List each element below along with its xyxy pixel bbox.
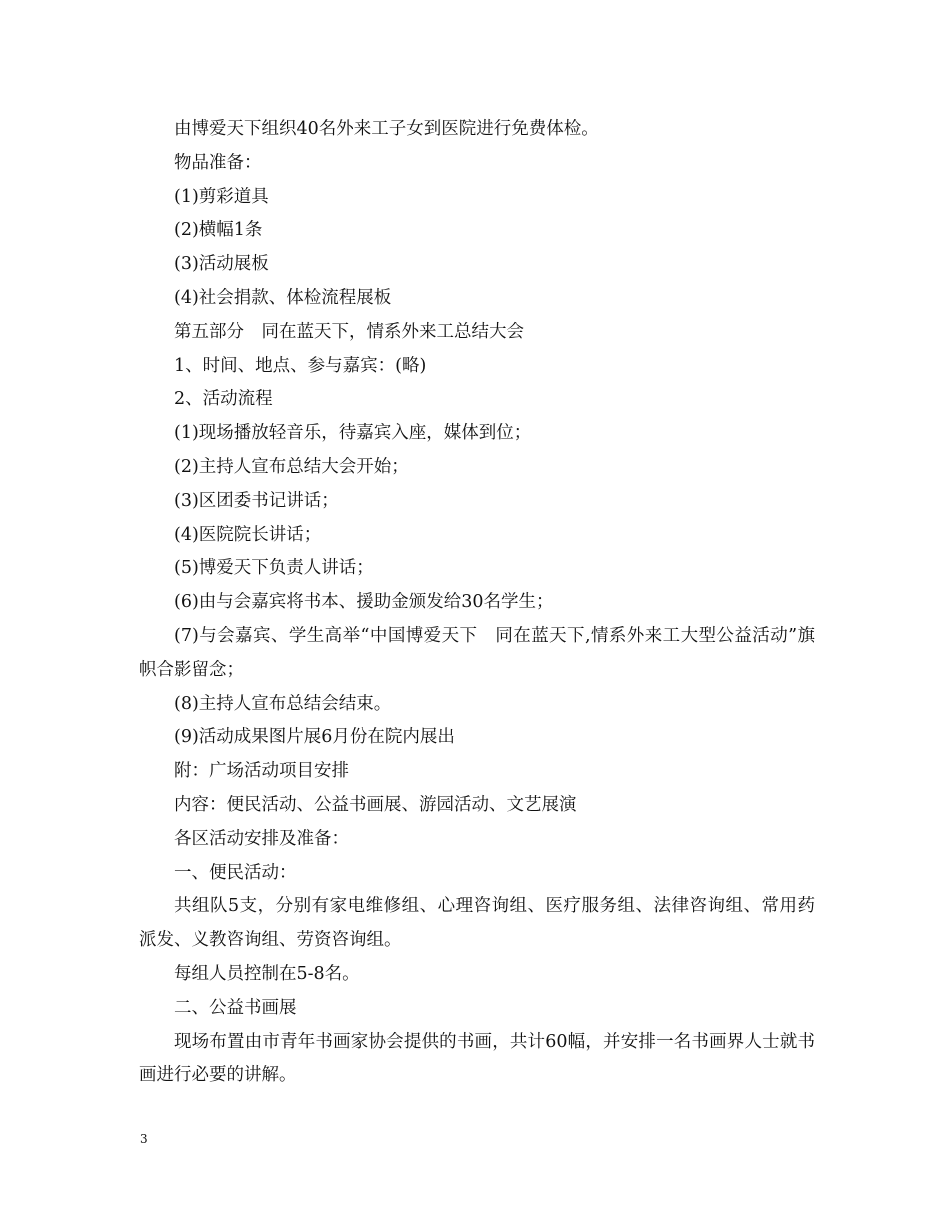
paragraph: 附：广场活动项目安排 bbox=[174, 761, 349, 782]
list-item: (5)博爱天下负责人讲话； bbox=[174, 558, 374, 579]
list-item: (9)活动成果图片展6月份在院内展出 bbox=[174, 727, 455, 748]
list-item: (2)横幅1条 bbox=[174, 220, 263, 241]
paragraph: 内容：便民活动、公益书画展、游园活动、文艺展演 bbox=[174, 794, 577, 815]
paragraph: 2、活动流程 bbox=[174, 389, 273, 410]
list-item: (6)由与会嘉宾将书本、援助金颁发给30名学生； bbox=[174, 592, 554, 613]
paragraph: 共组队5支，分别有家电维修组、心理咨询组、医疗服务组、法律咨询组、常用药派发、义教咨询组、劳资咨询组。 bbox=[139, 896, 815, 951]
list-item: (3)活动展板 bbox=[174, 254, 269, 275]
list-item: (4)医院院长讲话； bbox=[174, 524, 322, 545]
paragraph: 各区活动安排及准备： bbox=[174, 828, 349, 849]
list-item: (4)社会捐款、体检流程展板 bbox=[174, 287, 392, 308]
list-item: (7)与会嘉宾、学生高举“中国博爱天下 同在蓝天下,情系外来工大型公益活动”旗帜合影留念； bbox=[139, 625, 815, 680]
paragraph: 物品准备： bbox=[174, 152, 262, 173]
section-heading: 二、公益书画展 bbox=[174, 997, 297, 1018]
paragraph: 现场布置由市青年书画家协会提供的书画，共计60幅，并安排一名书画界人士就书画进行必要的讲解。 bbox=[139, 1031, 815, 1086]
list-item: (3)区团委书记讲话； bbox=[174, 490, 339, 511]
list-item: (2)主持人宣布总结大会开始； bbox=[174, 456, 409, 477]
paragraph: 每组人员控制在5-8名。 bbox=[174, 963, 360, 984]
list-item: (1)剪彩道具 bbox=[174, 186, 269, 207]
section-heading: 第五部分 同在蓝天下，情系外来工总结大会 bbox=[174, 321, 524, 342]
page-number: 3 bbox=[140, 1132, 148, 1146]
paragraph: 1、时间、地点、参与嘉宾：(略) bbox=[174, 355, 427, 376]
document-body bbox=[139, 113, 815, 1093]
list-item: (1)现场播放轻音乐，待嘉宾入座，媒体到位； bbox=[174, 423, 532, 444]
section-heading: 一、便民活动： bbox=[174, 862, 297, 883]
paragraph: 由博爱天下组织40名外来工子女到医院进行免费体检。 bbox=[174, 119, 599, 139]
list-item: (8)主持人宣布总结会结束。 bbox=[174, 693, 392, 714]
